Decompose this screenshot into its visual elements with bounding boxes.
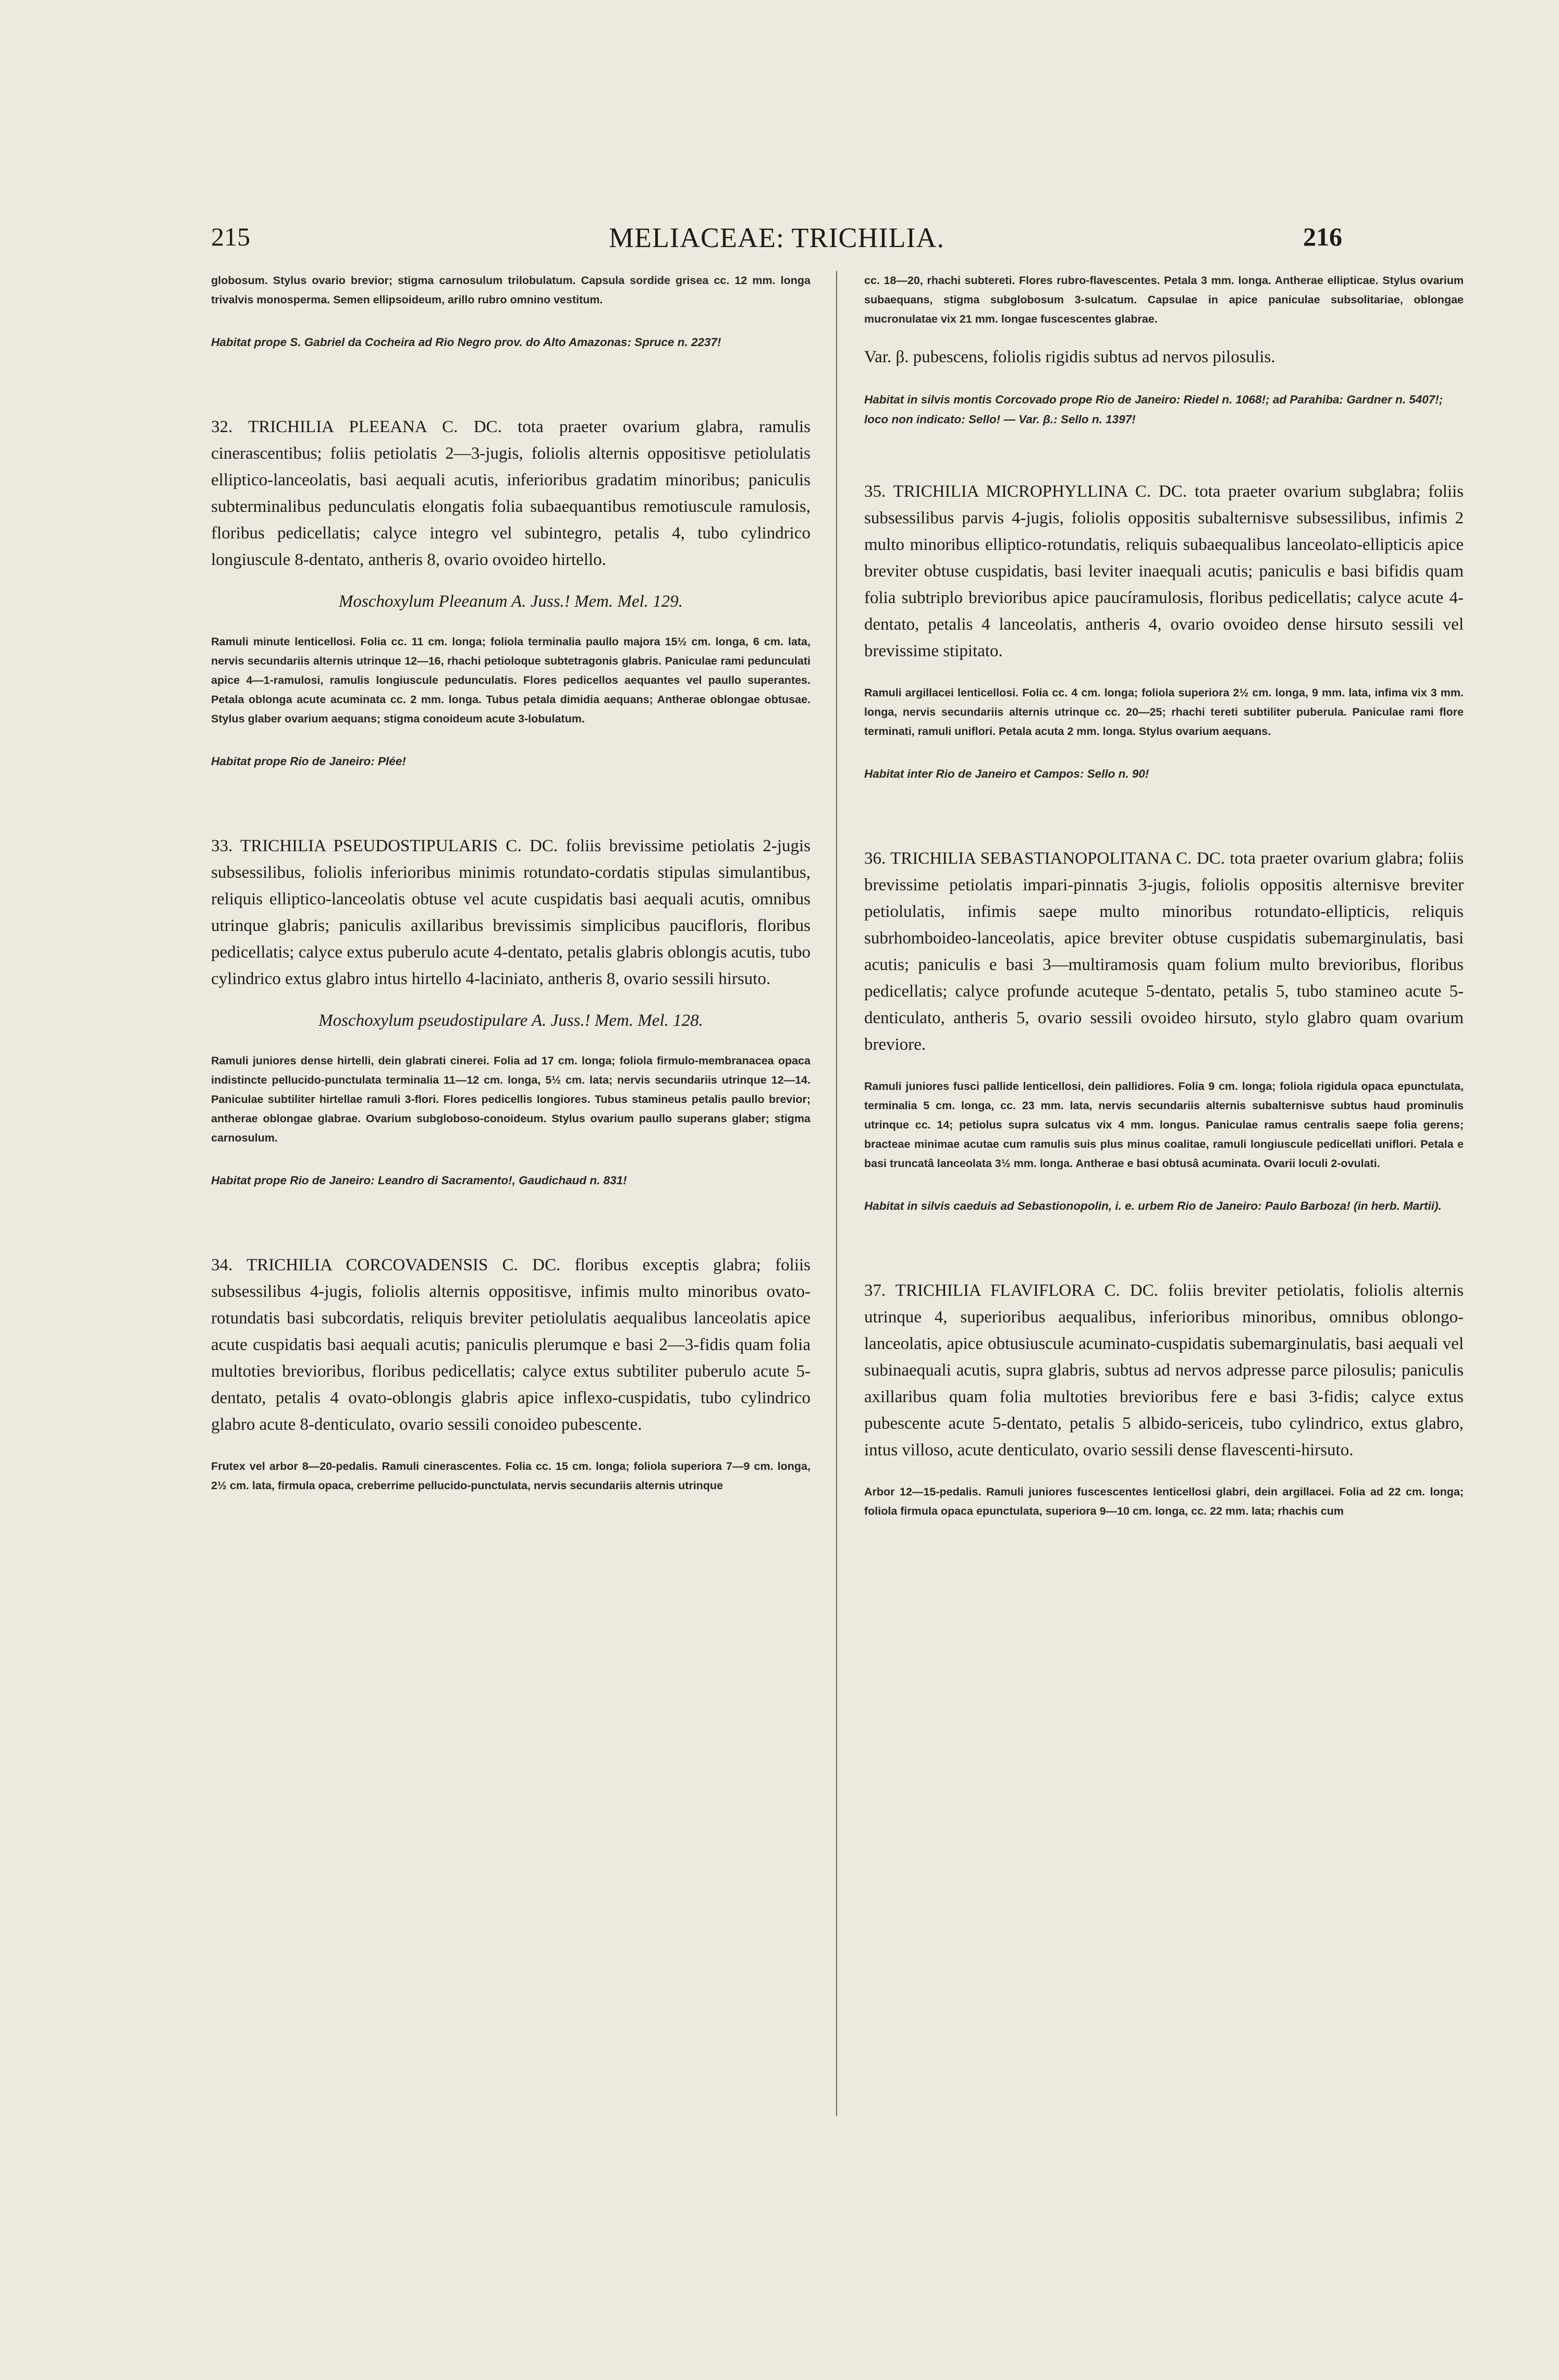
species-33-habitat: Habitat prope Rio de Janeiro: Leandro di Sacramento!, Gaudichaud n. 831! [211,1174,627,1187]
species-32-synonym: Moschoxylum Pleeanum A. Juss.! Mem. Mel. 129. [338,592,683,611]
continued-habitat: Habitat prope S. Gabriel da Cocheira ad Rio Negro prov. do Alto Amazonas: Spruce n. 2237! [211,336,721,349]
species-35-habitat: Habitat inter Rio de Janeiro et Campos: Sello n. 90! [864,767,1149,780]
species-36-description: Ramuli juniores fusci pallide lenticellosi, dein pallidiores. Folia 9 cm. longa; foliola rigidula opaca epunctulata, terminalia 5 cm. longa, cc. 23 mm. lata, nervis secundariis alternis subalternisve subtus haud prominulis utrinque cc. 14; petiolus supra sulcatus vix 4 mm. longus. Paniculae ramus centralis saepe folia gerens; bracteae minimae acutae cum ramulis suis plus minus coalitae, ramuli longiuscule pedicellati uniflori. Petala e basi truncatâ lanceolata 3½ mm. longa. Antherae e basi obtusâ acuminata. Ovarii loculi 2-ovulati. [864,1080,1464,1170]
continued-description: globosum. Stylus ovario brevior; stigma carnosulum trilobulatum. Capsula sordide grisea cc. 12 mm. longa trivalvis monosperma. Semen ellipsoideum, arillo rubro omnino vestitum. [211,274,811,306]
species-33-description: Ramuli juniores dense hirtelli, dein glabrati cinerei. Folia ad 17 cm. longa; foliola firmulo-membranacea opaca indistincte pellucido-punctulata terminalia 11—12 cm. longa, 5½ cm. lata; nervis secundariis utrinque 12—14. Paniculae subtiliter hirtellae ramuli 3-flori. Flores pedicellis longiores. Tubus stamineus petalis paullo brevior; antherae oblongae glabrae. Ovarium subgloboso-conoideum. Stylus ovarium paullo superans glaber; stigma carnosulum. [211,1054,811,1144]
species-33-synonym: Moschoxylum pseudostipulare A. Juss.! Mem. Mel. 128. [318,1011,703,1030]
continued-description-right: cc. 18—20, rhachi subtereti. Flores rubro-flavescentes. Petala 3 mm. longa. Antherae ellipticae. Stylus ovarium subaequans, stigma subglobosum 3-sulcatum. Capsulae in apice paniculae subsolitariae, oblongae mucronulatae vix 21 mm. longae fuscescentes glabrae. [864,274,1464,325]
left-column [211,271,811,1495]
species-34-description: Frutex vel arbor 8—20-pedalis. Ramuli cinerascentes. Folia cc. 15 cm. longa; foliola superiora 7—9 cm. longa, 2½ cm. lata, firmula opaca, creberrime pellucido-punctulata, nervis secundariis alternis utrinque [211,1460,811,1492]
continued-habitat-right: Habitat in silvis montis Corcovado prope Rio de Janeiro: Riedel n. 1068!; ad Parahiba: Gardner n. 5407!; loco non indicato: Sello! — Var. β.: Sello n. 1397! [864,393,1443,426]
species-36-habitat: Habitat in silvis caeduis ad Sebastionopolin, i. e. urbem Rio de Janeiro: Paulo Barboza! (in herb. Martii). [864,1199,1442,1212]
species-33-text: 33. TRICHILIA PSEUDOSTIPULARIS C. DC. foliis brevissime petiolatis 2-jugis subsessilibus, foliolis inferioribus minimis rotundato-cordatis stipulas simulantibus, reliquis elliptico-lanceolatis obtuse vel acute cuspidatis basi aequali acutis, omnibus utrinque glabris; paniculis axillaribus brevissimis simplicibus paucifloris, floribus pedicellatis; calyce extus puberulo acute 4-dentato, petalis glabris oblongis acutis, tubo cylindrico extus glabro intus hirtello 4-laciniato, antheris 8, ovario sessili hirsuto. [211,837,811,988]
right-column [864,271,1464,1521]
column-divider [836,271,837,2116]
species-36-text: 36. TRICHILIA SEBASTIANOPOLITANA C. DC. tota praeter ovarium glabra; foliis brevissime petiolatis impari-pinnatis 3-jugis, foliolis oppositis alternisve breviter petiolulatis, infimis saepe multo minoribus rotundato-ellipticis, reliquis subrhomboideo-lanceolatis, apice breviter obtuse cuspidatis subemarginulatis, basi acutis; paniculis e basi 3—multiramosis quam folium multo brevioribus, floribus pedicellatis; calyce profunde acuteque 5-dentato, petalis 5, tubo stamineo acute 5-denticulato, antheris 5, ovario sessili ovoideo hirsuto, stylo glabro quam ovarium breviore. [864,849,1464,1054]
species-35-description: Ramuli argillacei lenticellosi. Folia cc. 4 cm. longa; foliola superiora 2½ cm. longa, 9 mm. lata, infima vix 3 mm. longa, nervis secundariis alternis utrinque cc. 20—25; rhachi tereti subtiliter puberula. Paniculae rami flore terminati, ramuli uniflori. Petala acuta 2 mm. longa. Stylus ovarium aequans. [864,686,1464,738]
variety-beta: Var. β. pubescens, foliolis rigidis subtus ad nervos pilosulis. [864,348,1275,366]
species-37-description: Arbor 12—15-pedalis. Ramuli juniores fuscescentes lenticellosi glabri, dein argillacei. Folia ad 22 cm. longa; foliola firmula opaca epunctulata, superiora 9—10 cm. longa, cc. 22 mm. lata; rhachis cum [864,1486,1464,1517]
species-32-description: Ramuli minute lenticellosi. Folia cc. 11 cm. longa; foliola terminalia paullo majora 15½ cm. longa, 6 cm. lata, nervis secundariis alternis utrinque 12—16, rhachi petioloque subtetragonis glabris. Paniculae rami pedunculati apice 4—1-ramulosi, ramulis longiuscule pedunculatis. Flores pedicellos aequantes vel paullo superantes. Petala oblonga acute acuminata cc. 2 mm. longa. Tubus petala dimidia aequans; Antherae oblongae obtusae. Stylus glaber ovarium aequans; stigma conoideum acute 3-lobulatum. [211,635,811,725]
page-header [211,222,1342,263]
species-34-text: 34. TRICHILIA CORCOVADENSIS C. DC. floribus exceptis glabra; foliis subsessilibus 4-jugis, foliolis alternis oppositisve, infimis multo minoribus ovato-rotundatis basi subcordatis, reliquis breviter petiolulatis aequalibus lanceolatis apice acute cuspidatis basi aequali acutis; paniculis plerumque e basi 2—3-fidis quam folia multoties brevioribus, floribus pedicellatis; calyce extus subtiliter puberulo acute 5-dentato, petalis 4 ovato-oblongis glabris apice inflexo-cuspidatis, tubo cylindrico glabro acute 8-denticulato, ovario sessili conoideo pubescente. [211,1256,811,1434]
species-35-text: 35. TRICHILIA MICROPHYLLINA C. DC. tota praeter ovarium subglabra; foliis subsessilibus parvis 4-jugis, foliolis oppositis subalternisve subsessilibus, infimis 2 multo minoribus elliptico-rotundatis, reliquis subaequalibus lanceolato-ellipticis apice breviter obtuse cuspidatis, basi leviter inaequali acutis; paniculis e basi bifidis quam folia subtriplo brevioribus apice paucíramulosis, floribus pedicellatis; calyce acute 4-dentato, petalis 4 lanceolatis, antheris 4, ovario ovoideo dense hirsuto sessili vel brevissime stipitato. [864,482,1464,660]
running-title: MELIACEAE: TRICHILIA. [609,222,944,253]
species-32-text: 32. TRICHILIA PLEEANA C. DC. tota praeter ovarium glabra, ramulis cinerascentibus; foliis petiolatis 2—3-jugis, foliolis alternis oppositisve petiolulatis elliptico-lanceolatis, basi aequali acutis, inferioribus gradatim minoribus; paniculis subterminalibus pedunculatis elongatis folia subaequantibus remotiuscule ramulosis, floribus pedicellatis; calyce integro vel subintegro, petalis 4, tubo cylindrico longiuscule 8-dentato, antheris 8, ovario ovoideo hirtello. [211,418,811,569]
page-number-right: 216 [1303,222,1342,251]
species-32-habitat: Habitat prope Rio de Janeiro: Plée! [211,755,406,768]
species-37-text: 37. TRICHILIA FLAVIFLORA C. DC. foliis breviter petiolatis, foliolis alternis utrinque 4, superioribus aequalibus, inferioribus minoribus, omnibus oblongo-lanceolatis, apice obtusiuscule acuminato-cuspidatis subemarginulatis, basi aequali vel subinaequali acutis, supra glabris, subtus ad nervos adpresse parce pilosulis; paniculis axillaribus quam folia multoties brevioribus fere e basi 3-fidis; calyce extus pubescente acute 5-dentato, petalis 5 albido-sericeis, tubo cylindrico, extus glabro, intus villoso, acute denticulato, ovario sessili dense flavescenti-hirsuto. [864,1281,1464,1459]
page-number-left: 215 [211,222,250,251]
